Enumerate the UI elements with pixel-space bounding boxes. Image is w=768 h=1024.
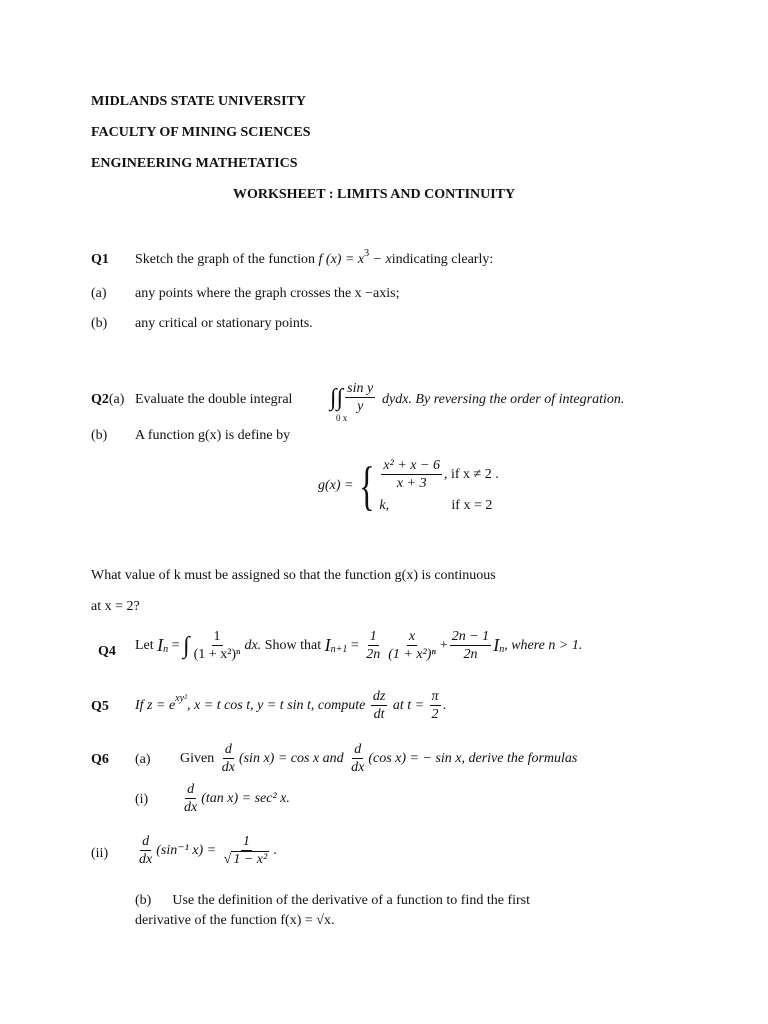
q4-coef <box>450 628 491 663</box>
q2-integrand-den: y <box>357 399 364 414</box>
q4-I1: I <box>324 635 331 655</box>
q2-integrand-num: sin y <box>347 381 374 396</box>
case1-den: x + 3 <box>396 476 427 491</box>
q6-dx1: dx <box>221 760 235 775</box>
q6-root: √ 1 − x² <box>223 852 268 867</box>
q4-half-num: 1 <box>369 629 377 644</box>
q5-two: 2 <box>431 707 439 722</box>
q6-b-label: (b) <box>135 893 152 908</box>
q5-at: at t = <box>392 697 425 713</box>
q6-b-text: Use the definition of the derivative of a function to find the first <box>172 893 531 908</box>
q6-b-line1 <box>135 893 530 909</box>
q1-function-tail: − x <box>372 252 392 267</box>
q2-header <box>91 392 124 408</box>
q6-tan-expr: (tan x) = sec² x. <box>201 790 290 806</box>
q1-label: Q1 <box>91 252 109 267</box>
q4-frac1-num: 1 <box>213 629 221 644</box>
q6-label: Q6 <box>91 752 109 767</box>
q6-one: 1 <box>242 834 250 849</box>
q2-a-label: (a) <box>108 392 125 407</box>
q2-limits: 0 x <box>336 413 348 423</box>
q4-show: Show that <box>264 637 322 653</box>
q6-given-text: Given <box>180 750 215 766</box>
q1-statement <box>135 248 494 268</box>
q1-b-text: any critical or stationary points. <box>135 316 313 331</box>
q4-label: Q4 <box>98 644 116 659</box>
case2-value: k, <box>379 498 390 513</box>
q6-d-dx-1 <box>220 741 237 776</box>
q6-i-label: (i) <box>135 792 149 807</box>
case-1: $\frac{\text{x² + x − 6}}{x + 3}$ , if x ≠ 2 . <box>383 458 499 491</box>
q4-frac1 <box>192 628 243 663</box>
worksheet-title: WORKSHEET : LIMITS AND CONTINUITY <box>233 187 516 202</box>
q2-question: What value of k must be assigned so that the function g(x) is continuous <box>91 568 496 583</box>
q5-text: If z = e <box>135 697 176 713</box>
q2-piecewise <box>318 457 499 514</box>
q6-dx2: dx <box>351 760 365 775</box>
q6-given <box>180 741 577 776</box>
q5-dz: dz <box>372 689 386 704</box>
q4-half-den: 2n <box>366 647 381 662</box>
left-brace: { <box>358 455 375 516</box>
q4-integral-sign: ∫ <box>183 632 190 659</box>
q5-text2: , x = t cos t, y = t sin t, compute <box>187 697 366 713</box>
q6-d1: d <box>224 742 232 757</box>
q4-n-end: n <box>499 644 505 655</box>
q5-dt: dt <box>373 707 385 722</box>
q4-half <box>364 628 382 663</box>
q2-a-text: Evaluate the double integral <box>135 392 293 407</box>
q2-question-cont: at x = 2? <box>91 599 140 614</box>
q6-d3: d <box>187 782 195 797</box>
q6-ii-formula: $\frac{d}{dx}$ (sin⁻¹ x) = $\frac{1}{\text{√ 1 − x²}}$ . <box>139 834 277 867</box>
university-title: MIDLANDS STATE UNIVERSITY <box>91 94 306 109</box>
q6-ii-label: (ii) <box>91 846 109 861</box>
q1-b-label: (b) <box>91 316 108 331</box>
g-lhs: g(x) = <box>318 477 354 493</box>
q6-arcsin-expr: (sin⁻¹ x) = <box>156 843 217 858</box>
q4-frac1-den: (1 + x²)ⁿ <box>193 647 241 662</box>
q5-exp: xy² <box>175 693 188 704</box>
q4-statement: Let I n = ∫ $\frac{1}{\text{(1 + x²)ⁿ}}$ dx. Show that I n+1 = $\frac{1}{2n}$ $\frac{x}{\text{(1 + x²)ⁿ}}$ + $\frac{2n - 1}{2n}$ I n , where n > 1. <box>135 629 583 662</box>
course-title: ENGINEERING MATHETATICS <box>91 156 298 171</box>
q2-tail-text: dydx. By reversing the order of integration. <box>382 392 625 407</box>
q1-function: f (x) = x <box>318 252 365 267</box>
q4-I: I <box>157 635 164 655</box>
q1-a-label: (a) <box>91 286 107 301</box>
q2-a-tail <box>382 392 624 408</box>
q6-d-dx-2 <box>349 741 366 776</box>
q6-a-label: (a) <box>135 752 151 767</box>
case1-condition: , if x ≠ 2 <box>443 466 492 482</box>
q6-i-formula <box>180 781 290 816</box>
q6-sin-expr: (sin x) = cos x and <box>238 750 344 766</box>
q6-d-dx-3 <box>182 781 199 816</box>
q2-label: Q2 <box>91 392 109 407</box>
q1-text-after: indicating clearly: <box>391 252 494 267</box>
q6-root-radicand: 1 − x² <box>233 852 268 867</box>
q6-b-text2: derivative of the function f(x) = √x. <box>135 913 335 928</box>
q5-statement: If z = e xy² , x = t cos t, y = t sin t, compute $\frac{dz}{dt}$ at t = $\frac{\pi}{2}$ . <box>135 689 447 722</box>
q2-double-integral <box>330 380 377 415</box>
double-integral-sign: ∫∫ <box>330 384 344 411</box>
q4-x-den: (1 + x²)ⁿ <box>388 647 436 662</box>
q4-coef-den: 2n <box>463 647 478 662</box>
case1-fraction <box>381 457 442 492</box>
q5-label: Q5 <box>91 699 109 714</box>
q6-cos-expr: (cos x) = − sin x, derive the formulas <box>368 750 578 766</box>
q6-dx4: dx <box>139 852 153 867</box>
q6-d4: d <box>142 834 150 849</box>
q4-dx: dx. <box>244 637 262 653</box>
piecewise-cases <box>379 457 498 514</box>
q4-let: Let <box>135 637 154 653</box>
q2-integrand <box>345 380 375 415</box>
q2-b-text: A function g(x) is define by <box>135 428 291 443</box>
q5-pi-half <box>430 688 441 723</box>
faculty-title: FACULTY OF MINING SCIENCES <box>91 125 311 140</box>
q6-dx3: dx <box>184 800 198 815</box>
case-2 <box>379 498 498 514</box>
q6-d-dx-4 <box>137 833 154 868</box>
q4-n: n <box>163 644 169 655</box>
q4-where: , where n > 1. <box>504 637 583 653</box>
q5-pi: π <box>431 689 439 704</box>
q6-arcsin-frac <box>222 833 272 868</box>
case2-condition: if x = 2 <box>451 498 493 513</box>
q4-xfrac <box>386 628 438 663</box>
q1-text-before: Sketch the graph of the function <box>135 252 316 267</box>
q4-I-end: I <box>493 635 500 655</box>
q2-b-label: (b) <box>91 428 108 443</box>
q1-a-text: any points where the graph crosses the x −axis; <box>135 286 400 301</box>
q4-n1: n+1 <box>330 644 348 655</box>
q6-d2: d <box>354 742 362 757</box>
case1-num: x² + x − 6 <box>383 458 440 473</box>
q1-exponent: 3 <box>364 248 370 259</box>
q4-x-num: x <box>408 629 416 644</box>
q4-coef-num: 2n − 1 <box>451 629 490 644</box>
q5-dzdt <box>371 688 387 723</box>
